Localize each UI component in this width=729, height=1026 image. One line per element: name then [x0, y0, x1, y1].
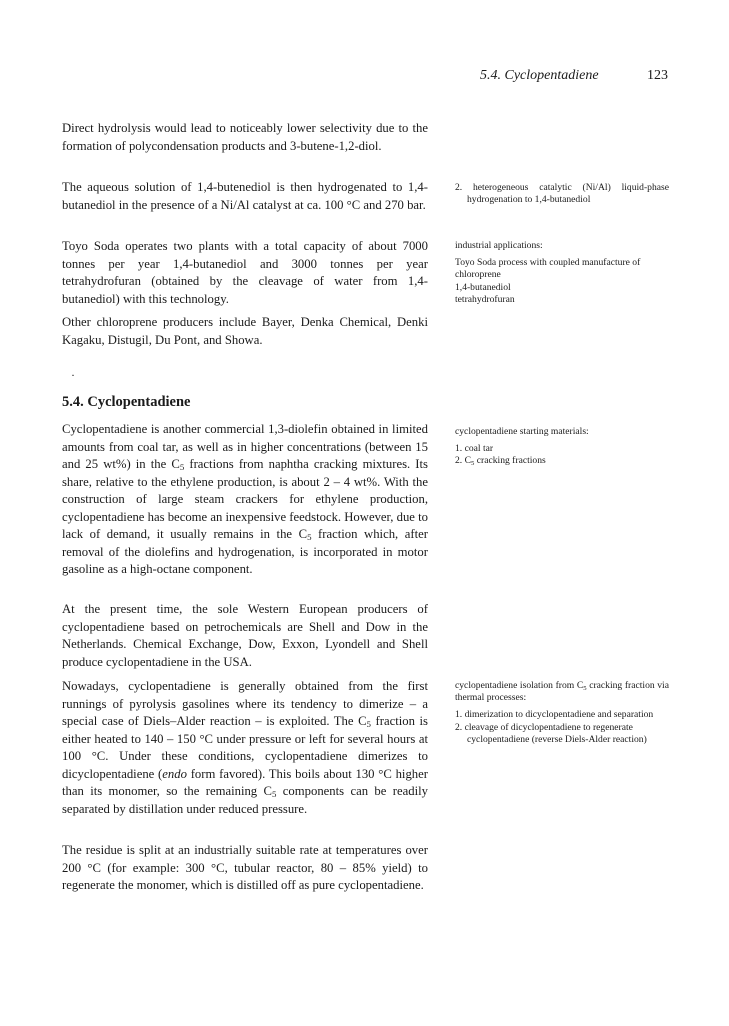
stray-mark: · [71, 368, 75, 382]
paragraph-hydrolysis: Direct hydrolysis would lead to noticeably lower selectivity due to the formation of polycondensation products and 3-butene-1,2-diol. [62, 121, 428, 153]
margin-note-line: 1. coal tar [455, 443, 494, 455]
paragraph-hydrogenation: The aqueous solution of 1,4-butenediol is then hydrogenated to 1,4-butanediol in the presence of a Ni/Al catalyst at ca. 100 °C and 270 bar. [62, 180, 428, 212]
running-header-section: 5.4. Cyclopentadiene [480, 68, 599, 83]
margin-note-line: 1. dimerization to dicyclopentadiene and separation [455, 709, 654, 721]
paragraph-toyo-soda: Toyo Soda operates two plants with a total capacity of about 7000 tonnes per year 1,4-butanediol and 3000 tonnes per year tetrahydrofuran (obtained by the cleavage of water from 1,4-butanediol) with this technology. [62, 239, 428, 306]
margin-note-title: industrial applications: [455, 240, 543, 251]
paragraph-chloroprene-producers: Other chloroprene producers include Bayer, Denka Chemical, Denki Kagaku, Distugil, Du Pont, and Showa. [62, 315, 428, 347]
margin-note-applications [455, 240, 669, 306]
margin-note-line: 1,4-butanediol [455, 281, 511, 293]
margin-note-isolation [455, 680, 669, 746]
paragraph-dimerization: Nowadays, cyclopentadiene is generally obtained from the first runnings of pyrolysis gasolines where its tendency to dimerize – a special case of Diels–Alder reaction – is exploited. The $C_5$ fraction is either heated to 140 – 150 °C under pressure or left for several hours at 100 °C. Under these conditions, cyclopentadiene dimerizes to dicyclopentadiene (endo form favored). This boils about 130 °C higher than its monomer, so the remaining $C_5$ components can be readily separated by distillation under reduced pressure. [62, 679, 428, 816]
margin-note-line: 2. $C_5$ cracking fractions [455, 455, 546, 468]
margin-note-title: cyclopentadiene isolation from $C_5$ cracking fraction via thermal processes: [455, 680, 669, 704]
paragraph-producers: At the present time, the sole Western European producers of cyclopentadiene based on petrochemicals are Shell and Dow in the Netherlands. Chemical Exchange, Dow, Exxon, Lyondell and Shell produce cyclopentadiene in the USA. [62, 602, 428, 669]
paragraph-cyclopentadiene-intro: Cyclopentadiene is another commercial 1,3-diolefin obtained in limited amounts from coal tar, as well as in higher concentrations (between 15 and 25 wt%) in the $C_5$ fractions from naphtha cracking mixtures. Its share, relative to the ethylene production, is about 2 – 4 wt%. With the construction of large steam crackers for ethylene production, cyclopentadiene has become an inexpensive feedstock. However, due to lack of demand, it usually remains in the $C_5$ fraction which, after removal of the diolefins and hydrogenation, is incorporated in motor gasoline as a high-octane component. [62, 422, 428, 576]
margin-note-line: Toyo Soda process with coupled manufacture of chloroprene [455, 257, 641, 281]
margin-note-text: 2. heterogeneous catalytic (Ni/Al) liquid-phase hydrogenation to 1,4-butanediol [455, 182, 669, 206]
section-heading: 5.4. Cyclopentadiene [62, 394, 191, 410]
running-header [480, 68, 668, 88]
margin-note-line: 2. cleavage of dicyclopentadiene to regenerate cyclopentadiene (reverse Diels-Alder reaction) [455, 721, 647, 745]
margin-note-starting-materials [455, 426, 669, 468]
margin-note-hydrogenation [455, 182, 669, 206]
page-number: 123 [647, 68, 668, 83]
paragraph-cleavage: The residue is split at an industrially suitable rate at temperatures over 200 °C (for example: 300 °C, tubular reactor, 80 – 85% yield) to regenerate the monomer, which is distilled off as pure cyclopentadiene. [62, 843, 428, 892]
margin-note-title: cyclopentadiene starting materials: [455, 426, 589, 437]
margin-note-line: tetrahydrofuran [455, 293, 515, 305]
